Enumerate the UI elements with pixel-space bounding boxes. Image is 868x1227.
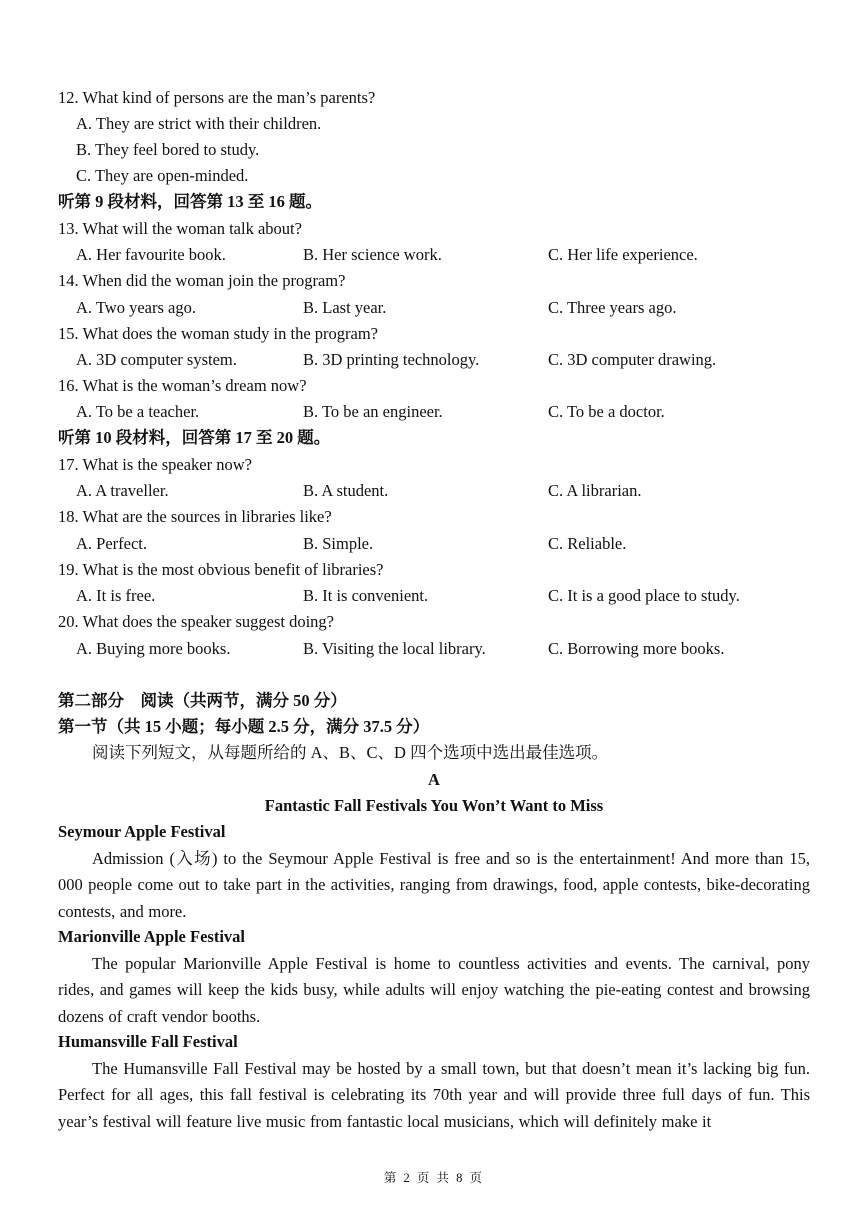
- question-13: 13. What will the woman talk about?: [58, 219, 302, 238]
- q19-option-b: B. It is convenient.: [303, 586, 429, 605]
- q12-option-a: A. They are strict with their children.: [76, 114, 322, 133]
- q13-option-b: B. Her science work.: [303, 245, 442, 264]
- question-15: 15. What does the woman study in the program?: [58, 324, 379, 343]
- q18-option-b: B. Simple.: [303, 534, 374, 553]
- q16-option-a: A. To be a teacher.: [76, 402, 200, 421]
- q13-option-a: A. Her favourite book.: [76, 245, 226, 264]
- seymour-paragraph: Admission (入场) to the Seymour Apple Festival is free and so is the entertainment! And more than 15, 000 people come out to take part in the activities, ranging from drawings, food, apple contests, bike-decorating contests, and more.: [58, 849, 810, 921]
- q18-option-c: C. Reliable.: [548, 534, 627, 553]
- marionville-paragraph: The popular Marionville Apple Festival is home to countless activities and events. The carnival, pony rides, and games will keep the kids busy, while adults will enjoy watching the pie-eating contest and browsing dozens of craft vendor booths.: [58, 954, 810, 1026]
- q20-option-a: A. Buying more books.: [76, 639, 231, 658]
- section-9-header: 听第 9 段材料，回答第 13 至 16 题。: [58, 192, 322, 211]
- q14-option-a: A. Two years ago.: [76, 298, 196, 317]
- part-2-header: 第二部分 阅读（共两节，满分 50 分）: [58, 691, 347, 710]
- question-20: 20. What does the speaker suggest doing?: [58, 612, 335, 631]
- question-19: 19. What is the most obvious benefit of libraries?: [58, 560, 384, 579]
- humansville-heading: Humansville Fall Festival: [58, 1032, 238, 1051]
- q13-option-c: C. Her life experience.: [548, 245, 698, 264]
- q19-option-a: A. It is free.: [76, 586, 156, 605]
- humansville-paragraph: The Humansville Fall Festival may be hosted by a small town, but that doesn’t mean it’s lacking big fun. Perfect for all ages, this fall festival is celebrating its 70th year and will provide three full days of fun. This year’s festival will feature live music from fantastic local musicians, which will definitely make it: [58, 1059, 810, 1131]
- q16-option-b: B. To be an engineer.: [303, 402, 443, 421]
- q15-option-c: C. 3D computer drawing.: [548, 350, 717, 369]
- question-16: 16. What is the woman’s dream now?: [58, 376, 307, 395]
- section-1-header: 第一节（共 15 小题；每小题 2.5 分，满分 37.5 分）: [58, 717, 430, 736]
- passage-title: Fantastic Fall Festivals You Won’t Want to Miss: [264, 796, 604, 815]
- passage-letter: A: [428, 770, 440, 789]
- q20-option-c: C. Borrowing more books.: [548, 639, 725, 658]
- q15-option-b: B. 3D printing technology.: [303, 350, 480, 369]
- q19-option-c: C. It is a good place to study.: [548, 586, 740, 605]
- q14-option-c: C. Three years ago.: [548, 298, 677, 317]
- q16-option-c: C. To be a doctor.: [548, 402, 665, 421]
- q14-option-b: B. Last year.: [303, 298, 387, 317]
- question-18: 18. What are the sources in libraries like?: [58, 507, 332, 526]
- q20-option-b: B. Visiting the local library.: [303, 639, 486, 658]
- q17-option-c: C. A librarian.: [548, 481, 642, 500]
- marionville-heading: Marionville Apple Festival: [58, 927, 245, 946]
- reading-instruction: 阅读下列短文，从每题所给的 A、B、C、D 四个选项中选出最佳选项。: [92, 743, 609, 762]
- q18-option-a: A. Perfect.: [76, 534, 148, 553]
- q15-option-a: A. 3D computer system.: [76, 350, 237, 369]
- q17-option-a: A. A traveller.: [76, 481, 169, 500]
- question-17: 17. What is the speaker now?: [58, 455, 252, 474]
- seymour-heading: Seymour Apple Festival: [58, 822, 226, 841]
- section-10-header: 听第 10 段材料，回答第 17 至 20 题。: [58, 428, 331, 447]
- q17-option-b: B. A student.: [303, 481, 389, 500]
- q12-option-c: C. They are open-minded.: [76, 166, 249, 185]
- question-14: 14. When did the woman join the program?: [58, 271, 346, 290]
- question-12: 12. What kind of persons are the man’s parents?: [58, 88, 376, 107]
- q12-option-b: B. They feel bored to study.: [76, 140, 260, 159]
- page-footer: 第 2 页 共 8 页: [383, 1171, 485, 1185]
